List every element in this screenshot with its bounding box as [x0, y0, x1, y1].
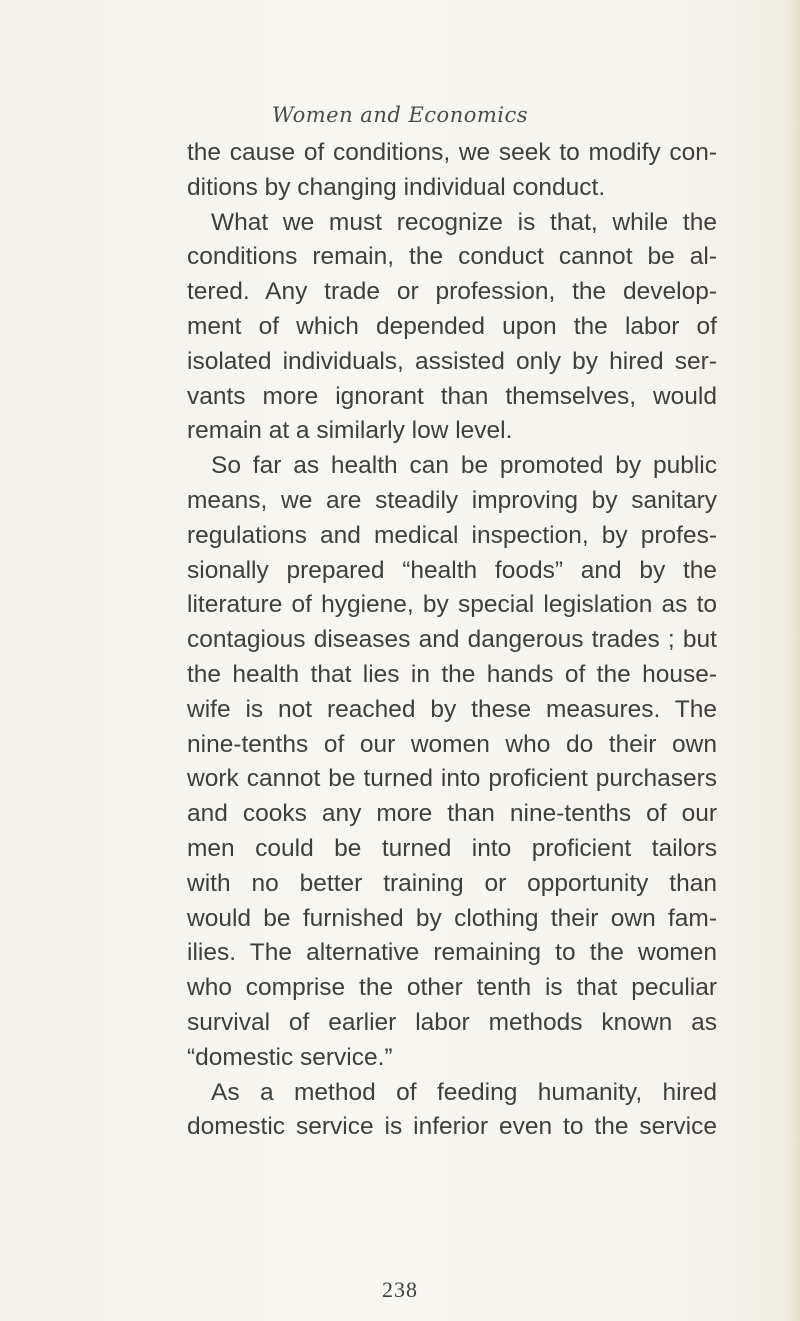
text-line: sionally prepared “health foods” and by the [187, 556, 717, 584]
text-line: and cooks any more than nine-tenths of our [187, 800, 717, 828]
text-line: As a method of feeding humanity, hired [211, 1078, 717, 1106]
text-line: What we must recognize is that, while the [211, 208, 717, 236]
text-line: the cause of conditions, we seek to modify con- [187, 139, 717, 166]
text-line: the health that lies in the hands of the house- [187, 660, 717, 688]
text-line: regulations and medical inspection, by profes- [187, 521, 717, 549]
text-line: nine-tenths of our women who do their own [187, 730, 717, 758]
text-line: means, we are steadily improving by sanitary [187, 486, 717, 514]
page-number: 238 [382, 1277, 418, 1302]
text-line: literature of hygiene, by special legislation as to [187, 591, 717, 619]
page-edge-shading [786, 0, 800, 1321]
text-line: ilies. The alternative remaining to the women [187, 939, 717, 967]
text-line: who comprise the other tenth is that peculiar [187, 974, 717, 1002]
text-line: ment of which depended upon the labor of [187, 312, 717, 340]
text-line: contagious diseases and dangerous trades ; but [187, 626, 717, 654]
text-line: vants more ignorant than themselves, would [187, 382, 717, 410]
text-line: “domestic service.” [187, 1043, 393, 1071]
text-line: survival of earlier labor methods known as [187, 1008, 717, 1036]
text-line: domestic service is inferior even to the service [187, 1113, 717, 1141]
text-line: So far as health can be promoted by public [211, 452, 717, 480]
text-line: wife is not reached by these measures. The [187, 695, 717, 723]
text-line: isolated individuals, assisted only by hired ser- [187, 347, 717, 375]
text-line: would be furnished by clothing their own fam- [187, 904, 717, 932]
body-text [187, 136, 717, 1145]
text-line: with no better training or opportunity than [187, 869, 717, 897]
text-line: remain at a similarly low level. [187, 417, 513, 445]
running-head: Women and Economics [271, 103, 529, 127]
text-line: conditions remain, the conduct cannot be al- [187, 243, 717, 271]
text-line: tered. Any trade or profession, the develop- [187, 278, 717, 306]
text-line: ditions by changing individual conduct. [187, 173, 606, 201]
text-line: men could be turned into proficient tailors [187, 834, 717, 862]
text-line: work cannot be turned into proficient purchasers [187, 765, 717, 793]
